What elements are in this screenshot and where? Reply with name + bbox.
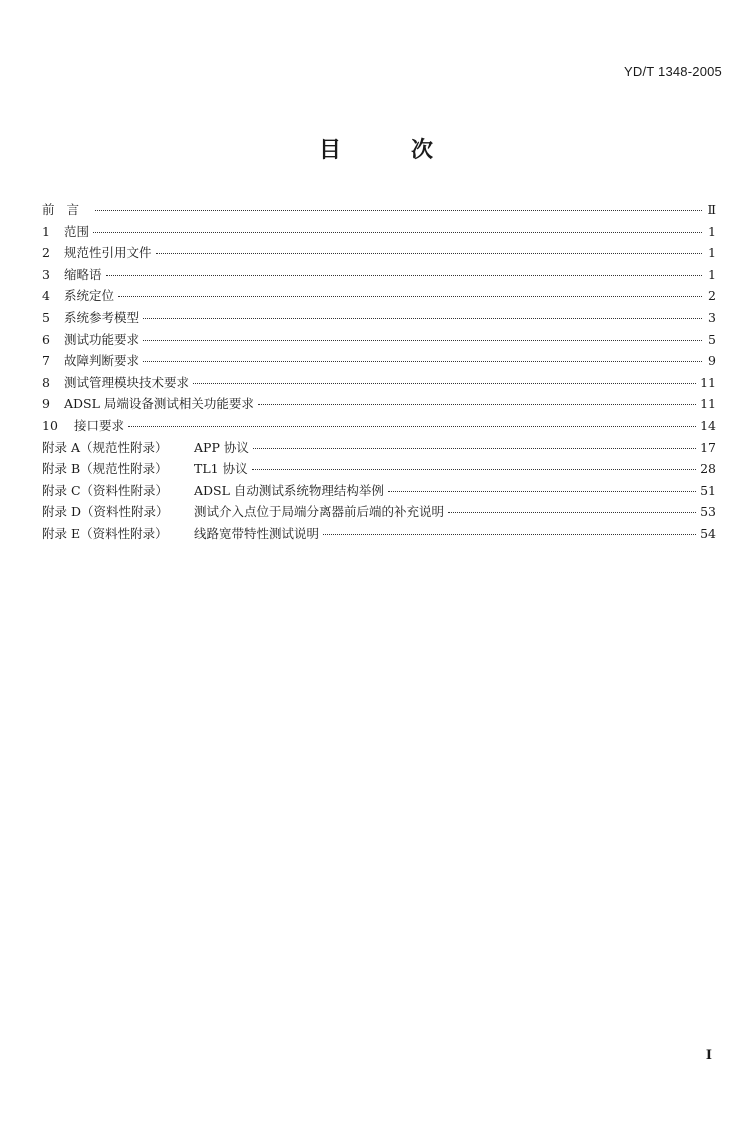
toc-entry[interactable] [42,200,716,222]
toc-entry-annex-label: 附录 E（资料性附录） [42,525,168,541]
toc-entry-page: 1 [708,245,716,261]
toc-dot-leader [93,232,702,233]
toc-entry-page: 53 [700,504,716,520]
toc-entry-title: 测试介入点位于局端分离器前后端的补充说明 [194,504,445,520]
toc-entry[interactable] [42,438,716,460]
toc-entry-number: 8 [42,374,50,390]
toc-dot-leader [258,404,696,405]
toc-dot-leader [323,534,696,535]
toc-entry-title: 测试管理模块技术要求 [64,374,190,390]
toc-entry-page: 11 [700,374,716,390]
toc-entry-page: 2 [708,288,716,304]
toc-entry[interactable] [42,502,716,524]
toc-entry[interactable] [42,286,716,308]
table-of-contents [42,200,716,546]
toc-entry-title: 前言 [42,202,92,217]
toc-entry-title: 故障判断要求 [64,353,140,369]
toc-entry-annex-label: 附录 D（资料性附录） [42,504,169,520]
toc-dot-leader [128,426,696,427]
toc-entry-number: 10 [42,417,58,433]
toc-entry-annex-label: 附录 A（规范性附录） [42,439,168,455]
toc-entry[interactable] [42,394,716,416]
toc-dot-leader [156,253,702,254]
toc-entry[interactable] [42,481,716,503]
toc-entry-title: ADSL 自动测试系统物理结构举例 [194,482,384,498]
toc-entry-page: 14 [700,417,716,433]
toc-dot-leader [118,296,702,297]
toc-entry-title: 系统定位 [64,288,115,304]
toc-entry-annex-label: 附录 C（资料性附录） [42,482,169,498]
page-number: I [705,1048,712,1063]
toc-entry[interactable] [42,351,716,373]
toc-entry[interactable] [42,416,716,438]
toc-entry[interactable] [42,524,716,546]
toc-entry-title: 规范性引用文件 [64,245,152,261]
toc-entry-number: 1 [42,223,50,239]
toc-dot-leader [252,469,697,470]
toc-entry-page: Ⅱ [707,202,716,217]
toc-entry-page: 11 [700,396,716,412]
toc-entry-number: 5 [42,309,50,325]
toc-entry-title: 线路宽带特性测试说明 [194,525,320,541]
toc-entry[interactable] [42,222,716,244]
toc-entry-title: APP 协议 [194,439,249,455]
document-code: YD/T 1348-2005 [624,64,722,79]
toc-entry-title: 测试功能要求 [64,331,140,347]
toc-entry-page: 5 [708,331,716,347]
toc-entry-page: 1 [708,223,716,239]
toc-entry-number: 9 [42,396,50,412]
toc-entry[interactable] [42,373,716,395]
toc-entry-number: 4 [42,288,50,304]
toc-entry-number: 3 [42,266,50,282]
toc-entry[interactable] [42,308,716,330]
page-title: 目次 [318,138,503,163]
toc-entry-page: 54 [700,525,716,541]
toc-entry[interactable] [42,330,716,352]
toc-dot-leader [143,340,702,341]
toc-entry-page: 28 [700,461,716,477]
toc-dot-leader [95,210,702,211]
toc-entry-title: 范围 [64,223,90,239]
toc-entry[interactable] [42,265,716,287]
toc-entry-page: 1 [708,266,716,282]
toc-entry-annex-label: 附录 B（规范性附录） [42,461,168,477]
toc-dot-leader [448,512,696,513]
toc-entry-page: 3 [708,309,716,325]
toc-entry[interactable] [42,459,716,481]
toc-entry-number: 2 [42,245,50,261]
toc-entry-page: 17 [700,439,716,455]
toc-entry-page: 9 [708,353,716,369]
toc-dot-leader [143,318,702,319]
toc-entry-number: 7 [42,353,50,369]
toc-entry-title: ADSL 局端设备测试相关功能要求 [64,396,254,412]
toc-dot-leader [106,275,702,276]
toc-entry-title: 接口要求 [74,417,125,433]
toc-entry-title: 系统参考模型 [64,309,140,325]
toc-dot-leader [143,361,702,362]
toc-dot-leader [388,491,696,492]
toc-entry-title: TL1 协议 [194,461,248,477]
toc-entry-page: 51 [700,482,716,498]
toc-entry-number: 6 [42,331,50,347]
toc-dot-leader [253,448,696,449]
toc-dot-leader [193,383,696,384]
toc-entry-title: 缩略语 [64,266,102,282]
toc-entry[interactable] [42,243,716,265]
